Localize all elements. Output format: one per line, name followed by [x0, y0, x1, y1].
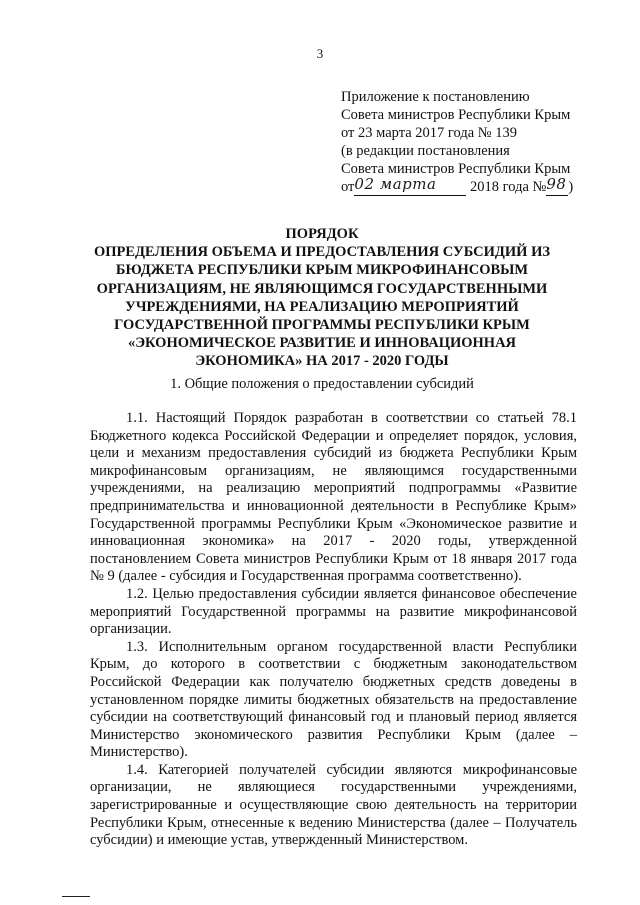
appendix-suffix: )	[568, 179, 574, 195]
handwritten-number: 98	[546, 175, 567, 193]
title-line: ГОСУДАРСТВЕННОЙ ПРОГРАММЫ РЕСПУБЛИКИ КРЫМ	[114, 317, 530, 334]
section-heading: 1. Общие положения о предоставлении субсидий	[170, 376, 474, 392]
appendix-line: Совета министров Республики Крым	[341, 107, 571, 123]
document-body	[90, 410, 577, 850]
paragraph-1-1: 1.1. Настоящий Порядок разработан в соответствии со статьей 78.1 Бюджетного кодекса Российской Федерации и определяет порядок, условия, цели и механизм предоставления субсидий из бюджета Республики Крым микрофинансовым организациям, не являющимся государственными учреждениями, на реализацию мероприятий подпрограммы «Развитие предпринимательства и инновационной деятельности в Республике Крым» Государственной программы Республики Крым «Экономическое развитие и инновационная экономика» на 2017 - 2020 годы, утвержденной постановлением Совета министров Республики Крым от 18 января 2017 года № 9 (далее - субсидия и Государственная программа соответственно).	[90, 410, 577, 585]
appendix-line-date	[341, 175, 601, 196]
handwritten-date-field	[354, 175, 466, 196]
title-line: «ЭКОНОМИЧЕСКОЕ РАЗВИТИЕ И ИННОВАЦИОННАЯ	[127, 335, 517, 352]
appendix-header	[341, 88, 601, 196]
appendix-line: Совета министров Республики Крым	[341, 161, 571, 177]
title-line: ЭКОНОМИКА» НА 2017 - 2020 ГОДЫ	[195, 353, 449, 370]
footer-rule	[62, 896, 90, 897]
paragraph-1-3: 1.3. Исполнительным органом государственной власти Республики Крым, до которого в соответствии с бюджетным законодательством Российской Федерации как получателю бюджетных средств доведены в установленном порядке лимиты бюджетных обязательств на предоставление субсидии на соответствующий финансовый год и плановый период является Министерство экономического развития Республики Крым (далее – Министерство).	[90, 638, 577, 761]
paragraph-1-4: 1.4. Категорией получателей субсидии являются микрофинансовые организации, не являющиеся государственными учреждениями, зарегистрированные и осуществляющие свою деятельность на территории Республики Крым, отнесенные к ведению Министерства (далее – Получатель субсидии) и имеющие устав, утвержденный Министерством.	[90, 761, 577, 849]
paragraph-1-2: 1.2. Целью предоставления субсидии является финансовое обеспечение мероприятий Государственной программы на развитие микрофинансовой организации.	[90, 585, 577, 638]
title-line: БЮДЖЕТА РЕСПУБЛИКИ КРЫМ МИКРОФИНАНСОВЫМ	[115, 262, 529, 279]
page-number: 3	[316, 46, 324, 61]
appendix-middle: 2018 года №	[470, 179, 547, 195]
appendix-prefix: от	[341, 179, 355, 195]
handwritten-number-field	[546, 175, 568, 196]
title-line: ОРГАНИЗАЦИЯМ, НЕ ЯВЛЯЮЩИМСЯ ГОСУДАРСТВЕННЫМИ	[96, 280, 548, 297]
appendix-line: (в редакции постановления	[341, 143, 510, 159]
appendix-line: от 23 марта 2017 года № 139	[341, 125, 517, 141]
title-line: УЧРЕЖДЕНИЯМИ, НА РЕАЛИЗАЦИЮ МЕРОПРИЯТИЙ	[125, 298, 519, 315]
appendix-line: Приложение к постановлению	[341, 89, 530, 105]
title-line: ОПРЕДЕЛЕНИЯ ОБЪЕМА И ПРЕДОСТАВЛЕНИЯ СУБСИДИЙ ИЗ	[93, 244, 551, 261]
title-line: ПОРЯДОК	[285, 226, 359, 242]
handwritten-date: 02 марта	[354, 175, 437, 193]
document-title	[82, 225, 562, 371]
